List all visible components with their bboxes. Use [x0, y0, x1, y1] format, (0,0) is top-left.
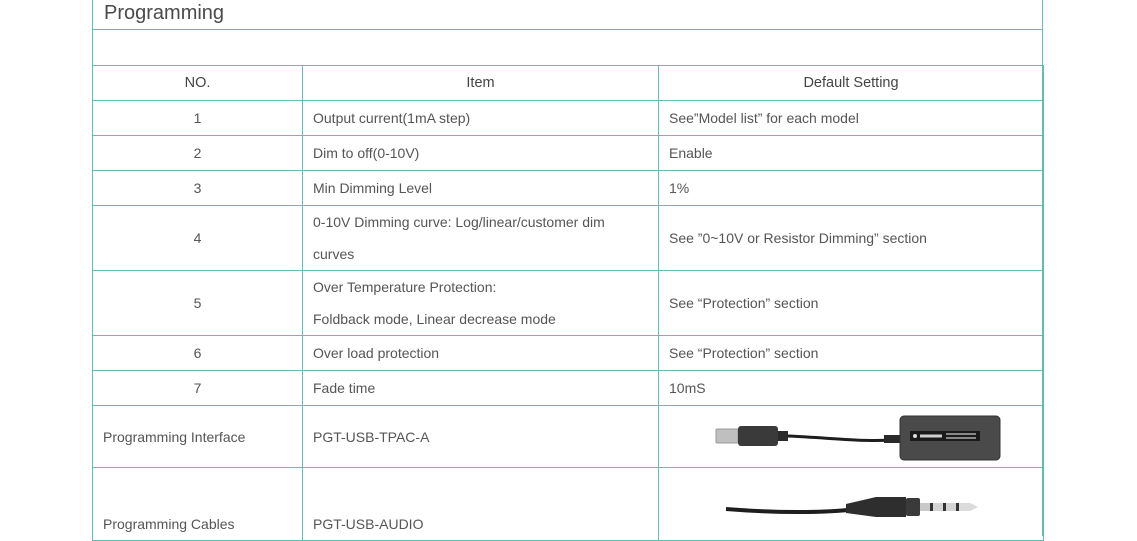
header-no: NO.: [93, 66, 303, 101]
section-title: Programming: [104, 2, 225, 24]
table-row: [93, 136, 1044, 171]
cell-default: Enable: [659, 136, 1044, 171]
cell-item-line: Over Temperature Protection:: [313, 279, 497, 295]
cell-default: See “Protection” section: [659, 336, 1044, 371]
cell-item-line: 0-10V Dimming curve: Log/linear/customer dim: [313, 214, 605, 230]
accessory-image-cell: [659, 468, 1044, 541]
accessory-model: PGT-USB-AUDIO: [303, 468, 659, 541]
cell-default: See “Protection” section: [659, 271, 1044, 336]
table-row: [93, 206, 1044, 271]
cell-default: 10mS: [659, 371, 1044, 406]
cell-item: Dim to off(0-10V): [303, 136, 659, 171]
cell-no: 2: [93, 136, 303, 171]
table-row: [93, 336, 1044, 371]
cell-default: See ”0~10V or Resistor Dimming” section: [659, 206, 1044, 271]
section-header: [93, 0, 1042, 30]
table-row: [93, 171, 1044, 206]
cell-item-line: curves: [313, 246, 355, 262]
accessory-label: Programming Cables: [93, 468, 303, 541]
accessory-model: PGT-USB-TPAC-A: [303, 406, 659, 468]
blank-row: [93, 30, 1042, 66]
accessory-row: [93, 406, 1044, 468]
usb-programmer-icon: [696, 409, 1006, 465]
cell-no: 1: [93, 101, 303, 136]
accessory-row: [93, 468, 1044, 541]
cell-item: [303, 271, 659, 336]
cell-item: Fade time: [303, 371, 659, 406]
cell-no: 6: [93, 336, 303, 371]
programming-section: [92, 0, 1043, 536]
cell-default: See”Model list” for each model: [659, 101, 1044, 136]
table-row: [93, 271, 1044, 336]
cell-item-line: Foldback mode, Linear decrease mode: [313, 311, 556, 327]
accessory-label: Programming Interface: [93, 406, 303, 468]
accessory-image-cell: [659, 406, 1044, 468]
cell-default: 1%: [659, 171, 1044, 206]
audio-cable-icon: [716, 479, 986, 529]
cell-no: 5: [93, 271, 303, 336]
table-row: [93, 101, 1044, 136]
header-item: Item: [303, 66, 659, 101]
cell-item: [303, 206, 659, 271]
header-default: Default Setting: [659, 66, 1044, 101]
table-header-row: [93, 66, 1044, 101]
programming-table: [92, 65, 1044, 541]
cell-item: Output current(1mA step): [303, 101, 659, 136]
cell-no: 4: [93, 206, 303, 271]
cell-no: 3: [93, 171, 303, 206]
table-row: [93, 371, 1044, 406]
cell-item: Over load protection: [303, 336, 659, 371]
cell-item: Min Dimming Level: [303, 171, 659, 206]
cell-no: 7: [93, 371, 303, 406]
